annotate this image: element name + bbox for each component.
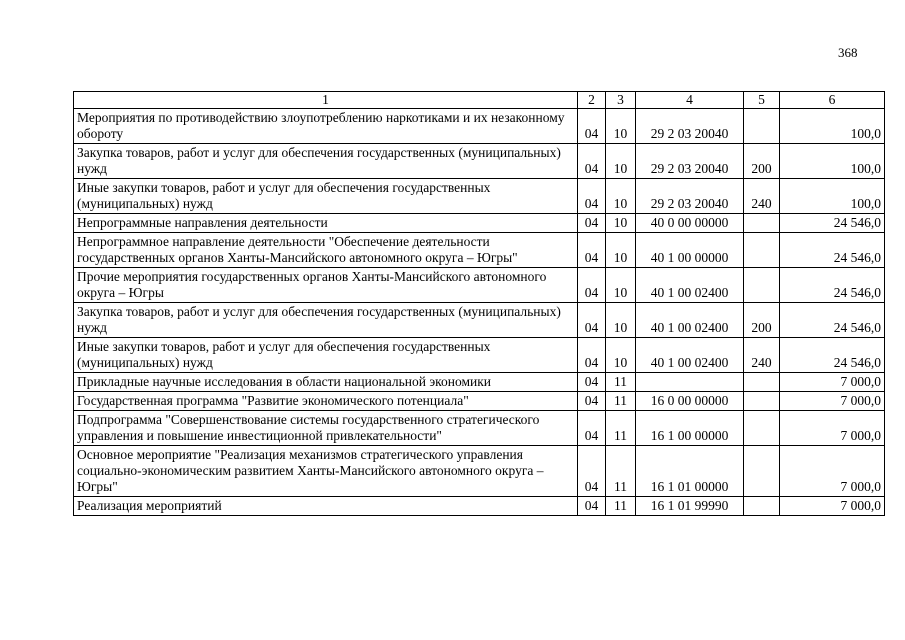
row-target-article: 16 0 00 00000	[636, 392, 744, 411]
row-name: Иные закупки товаров, работ и услуг для обеспечения государственных (муниципальных) нужд	[74, 338, 578, 373]
table-row	[74, 392, 885, 411]
row-subsection: 10	[606, 109, 636, 144]
table-row	[74, 179, 885, 214]
row-name: Государственная программа "Развитие экономического потенциала"	[74, 392, 578, 411]
row-target-article: 40 1 00 02400	[636, 268, 744, 303]
row-name: Непрограммное направление деятельности "Обеспечение деятельности государственных органов Ханты-Мансийского автономного округа – Югры"	[74, 233, 578, 268]
row-target-article: 29 2 03 20040	[636, 144, 744, 179]
row-target-article: 40 0 00 00000	[636, 214, 744, 233]
row-expense-type	[744, 392, 780, 411]
row-expense-type	[744, 233, 780, 268]
row-amount: 7 000,0	[780, 411, 885, 446]
row-expense-type	[744, 268, 780, 303]
row-name: Прикладные научные исследования в области национальной экономики	[74, 373, 578, 392]
row-subsection: 11	[606, 373, 636, 392]
row-name: Основное мероприятие "Реализация механизмов стратегического управления социально-экономическим развитием Ханты-Мансийского автономного округа – Югры"	[74, 446, 578, 497]
row-expense-type	[744, 373, 780, 392]
budget-table	[73, 91, 885, 516]
table-row	[74, 338, 885, 373]
row-target-article: 16 1 00 00000	[636, 411, 744, 446]
row-expense-type	[744, 497, 780, 516]
row-target-article	[636, 373, 744, 392]
row-target-article: 16 1 01 00000	[636, 446, 744, 497]
row-amount: 100,0	[780, 144, 885, 179]
row-name: Реализация мероприятий	[74, 497, 578, 516]
row-name: Закупка товаров, работ и услуг для обеспечения государственных (муниципальных) нужд	[74, 303, 578, 338]
row-name: Мероприятия по противодействию злоупотреблению наркотиками и их незаконному обороту	[74, 109, 578, 144]
row-amount: 7 000,0	[780, 497, 885, 516]
column-header-section: 2	[578, 92, 606, 109]
table-row	[74, 233, 885, 268]
row-section: 04	[578, 446, 606, 497]
row-expense-type	[744, 109, 780, 144]
row-amount: 100,0	[780, 109, 885, 144]
row-subsection: 10	[606, 179, 636, 214]
row-target-article: 16 1 01 99990	[636, 497, 744, 516]
row-target-article: 40 1 00 02400	[636, 303, 744, 338]
table-row	[74, 411, 885, 446]
row-section: 04	[578, 392, 606, 411]
row-subsection: 10	[606, 233, 636, 268]
row-expense-type	[744, 214, 780, 233]
row-subsection: 10	[606, 214, 636, 233]
row-name: Прочие мероприятия государственных органов Ханты-Мансийского автономного округа – Югры	[74, 268, 578, 303]
table-header-row	[74, 92, 885, 109]
row-amount: 7 000,0	[780, 392, 885, 411]
table-row	[74, 214, 885, 233]
row-section: 04	[578, 303, 606, 338]
row-expense-type	[744, 411, 780, 446]
row-target-article: 40 1 00 00000	[636, 233, 744, 268]
column-header-amount: 6	[780, 92, 885, 109]
row-amount: 24 546,0	[780, 214, 885, 233]
row-name: Закупка товаров, работ и услуг для обеспечения государственных (муниципальных) нужд	[74, 144, 578, 179]
row-amount: 7 000,0	[780, 446, 885, 497]
column-header-name: 1	[74, 92, 578, 109]
row-section: 04	[578, 144, 606, 179]
row-section: 04	[578, 497, 606, 516]
row-amount: 100,0	[780, 179, 885, 214]
row-section: 04	[578, 179, 606, 214]
table-row	[74, 144, 885, 179]
row-subsection: 10	[606, 303, 636, 338]
row-amount: 24 546,0	[780, 338, 885, 373]
row-amount: 7 000,0	[780, 373, 885, 392]
page-number: 368	[838, 45, 858, 60]
row-name: Иные закупки товаров, работ и услуг для обеспечения государственных (муниципальных) нужд	[74, 179, 578, 214]
row-amount: 24 546,0	[780, 233, 885, 268]
row-subsection: 10	[606, 144, 636, 179]
row-subsection: 10	[606, 268, 636, 303]
row-subsection: 10	[606, 338, 636, 373]
column-header-target-article: 4	[636, 92, 744, 109]
row-name: Непрограммные направления деятельности	[74, 214, 578, 233]
row-section: 04	[578, 109, 606, 144]
row-section: 04	[578, 338, 606, 373]
table-row	[74, 497, 885, 516]
row-subsection: 11	[606, 392, 636, 411]
table-row	[74, 446, 885, 497]
row-section: 04	[578, 214, 606, 233]
row-target-article: 29 2 03 20040	[636, 109, 744, 144]
row-section: 04	[578, 233, 606, 268]
row-expense-type: 240	[744, 338, 780, 373]
row-expense-type	[744, 446, 780, 497]
row-target-article: 29 2 03 20040	[636, 179, 744, 214]
row-expense-type: 240	[744, 179, 780, 214]
row-amount: 24 546,0	[780, 268, 885, 303]
column-header-subsection: 3	[606, 92, 636, 109]
row-subsection: 11	[606, 446, 636, 497]
row-subsection: 11	[606, 497, 636, 516]
table-row	[74, 303, 885, 338]
table-row	[74, 373, 885, 392]
column-header-expense-type: 5	[744, 92, 780, 109]
row-expense-type: 200	[744, 144, 780, 179]
row-amount: 24 546,0	[780, 303, 885, 338]
row-target-article: 40 1 00 02400	[636, 338, 744, 373]
row-section: 04	[578, 373, 606, 392]
row-name: Подпрограмма "Совершенствование системы государственного стратегического управления и повышение инвестиционной привлекательности"	[74, 411, 578, 446]
row-section: 04	[578, 411, 606, 446]
row-subsection: 11	[606, 411, 636, 446]
table-row	[74, 268, 885, 303]
row-section: 04	[578, 268, 606, 303]
row-expense-type: 200	[744, 303, 780, 338]
table-row	[74, 109, 885, 144]
